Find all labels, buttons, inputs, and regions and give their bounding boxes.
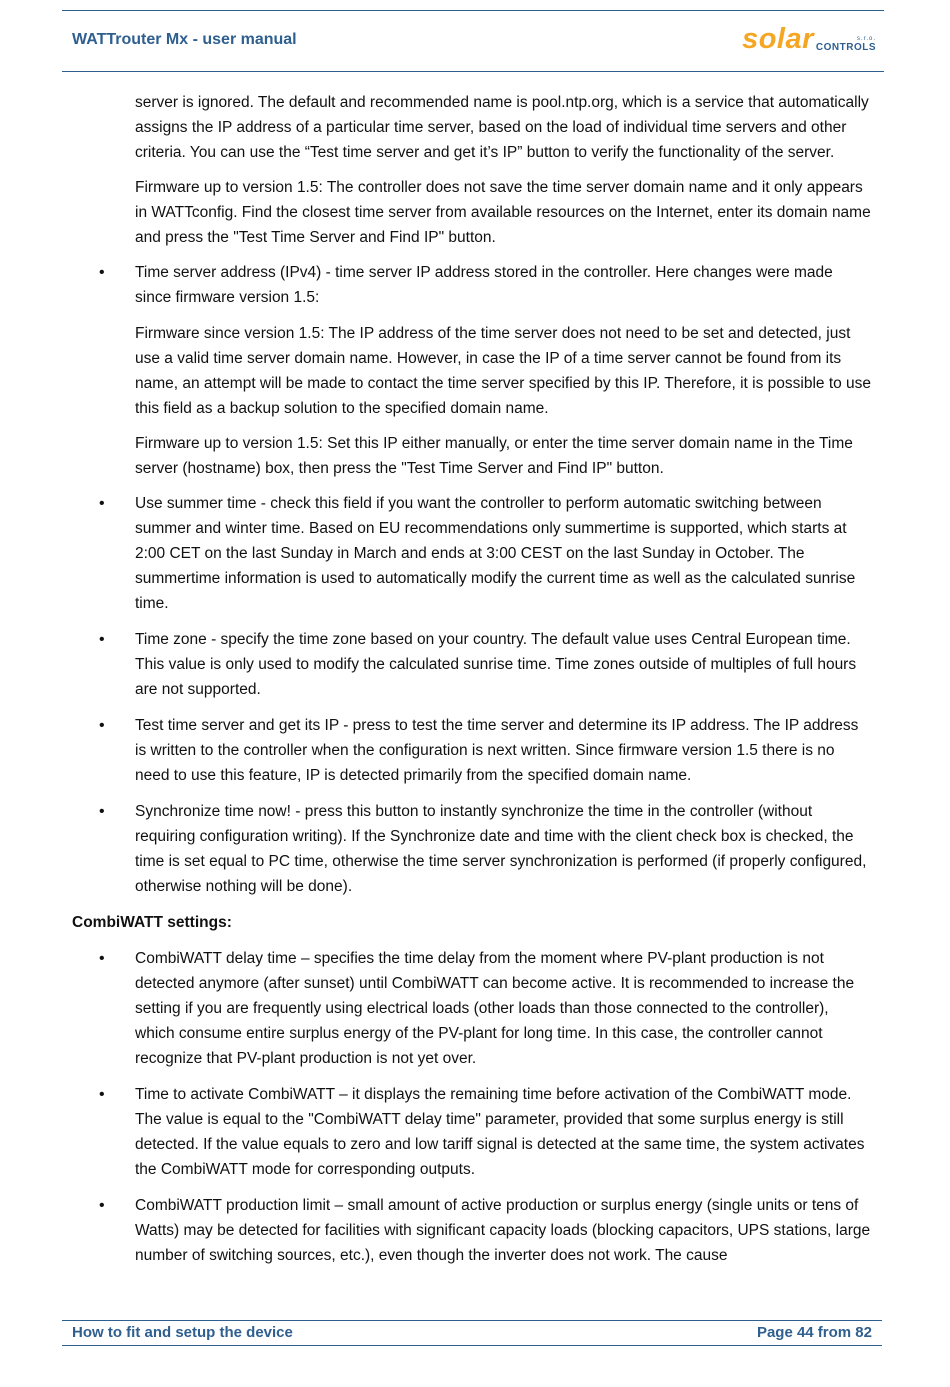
- logo-main-text: solar: [742, 23, 814, 55]
- paragraph-firmware-up-to-1-5-hostname: Firmware up to version 1.5: The controller does not save the time server domain name and it only appears in WATTconfig. Find the closest time server from available resources on the Internet, enter its domain name and press the "Test Time Server and Find IP" button.: [135, 179, 871, 246]
- bullet-icon: •: [99, 495, 105, 512]
- bullet-icon: •: [99, 717, 105, 734]
- list-item-summer-time: [99, 491, 872, 616]
- paragraph-firmware-up-to-1-5-ip: Firmware up to version 1.5: Set this IP either manually, or enter the time server domain name in the Time server (hostname) box, then press the "Test Time Server and Find IP" button.: [135, 435, 853, 477]
- list-item-text: Time to activate CombiWATT – it displays the remaining time before activation of the CombiWATT mode. The value is equal to the "CombiWATT delay time" parameter, provided that some surplus energy is still detected. If the value equals to zero and low tariff signal is detected at the same time, the system activates the CombiWATT mode for corresponding outputs.: [135, 1086, 865, 1178]
- list-item-text: Test time server and get its IP - press to test the time server and determine its IP address. The IP address is written to the controller when the configuration is next written. Since firmware version 1.5 there is no need to use this feature, IP is detected primarily from the specified domain name.: [135, 717, 859, 784]
- bullet-icon: •: [99, 631, 105, 648]
- list-item-time-zone: [99, 627, 872, 702]
- section-heading-combiwatt: CombiWATT settings:: [72, 914, 232, 931]
- bullet-icon: •: [99, 803, 105, 820]
- bullet-icon: •: [99, 264, 105, 281]
- list-item-text: Time zone - specify the time zone based on your country. The default value uses Central European time. This value is only used to modify the calculated sunrise time. Time zones outside of multiples of full hours are not supported.: [135, 631, 857, 698]
- page-content: [72, 90, 872, 1279]
- paragraph-firmware-since-1-5: Firmware since version 1.5: The IP address of the time server does not need to be set and detected, just use a valid time server domain name. However, in case the IP of a time server cannot be found from its name, an attempt will be made to contact the time server specified by this IP. Therefore, it is possible to use this field as a backup solution to the specified domain name.: [135, 325, 872, 417]
- list-item-synchronize-time: [99, 799, 872, 899]
- paragraph-time-server-name: server is ignored. The default and recommended name is pool.ntp.org, which is a service that automatically assigns the IP address of a particular time server, based on the load of individual time servers and other criteria. You can use the “Test time server and get it’s IP” button to verify the functionality of the server.: [135, 94, 869, 161]
- list-item-text: Use summer time - check this field if you want the controller to perform automatic switching between summer and winter time. Based on EU recommendations only summertime is supported, which starts at 2:00 CET on the last Sunday in March and ends at 3:00 CEST on the last Sunday in October. The summertime information is used to automatically modify the current time as well as the calculated sunrise time.: [135, 495, 856, 612]
- footer-section-title: How to fit and setup the device: [72, 1324, 293, 1341]
- list-item-production-limit: [99, 1193, 872, 1268]
- list-item-time-to-activate: [99, 1082, 872, 1182]
- list-item-text: CombiWATT delay time – specifies the time delay from the moment where PV-plant production is not detected anymore (after sunset) until CombiWATT can become active. It is recommended to increase the setting if you are frequently using electrical loads (other loads than those connected to the controller), which consume entire surplus energy of the PV-plant for long time. In this case, the controller cannot recognize that PV-plant production is not yet over.: [135, 950, 855, 1067]
- bullet-icon: •: [99, 1197, 105, 1214]
- logo-sub-group: [816, 36, 876, 53]
- page-number: Page 44 from 82: [756, 1324, 872, 1341]
- logo-sub-text: CONTROLS: [815, 42, 876, 53]
- list-item-text: CombiWATT production limit – small amount of active production or surplus energy (single units or tens of Watts) may be detected for facilities with significant capacity loads (blocking capacitors, UPS stations, large number of switching sources, etc.), even though the inverter does not work. The cause: [135, 1197, 871, 1264]
- page-header: [62, 10, 884, 72]
- bullet-icon: •: [99, 950, 105, 967]
- list-item-combiwatt-delay: [99, 946, 872, 1071]
- list-item-text: Time server address (IPv4) - time server IP address stored in the controller. Here changes were made since firmware version 1.5:: [135, 264, 833, 306]
- solar-controls-logo: [742, 25, 876, 53]
- bullet-icon: •: [99, 1086, 105, 1103]
- list-item-time-server-address: [99, 260, 872, 310]
- document-title: WATTrouter Mx - user manual: [72, 31, 297, 48]
- list-item-test-time-server: [99, 713, 872, 788]
- logo-sro-text: s.r.o.: [856, 36, 876, 42]
- page-footer: [62, 1320, 882, 1346]
- list-item-text: Synchronize time now! - press this button to instantly synchronize the time in the controller (without requiring configuration writing). If the Synchronize date and time with the client check box is checked, the time is set equal to PC time, otherwise the time server synchronization is performed (if properly configured, otherwise nothing will be done).: [135, 803, 867, 895]
